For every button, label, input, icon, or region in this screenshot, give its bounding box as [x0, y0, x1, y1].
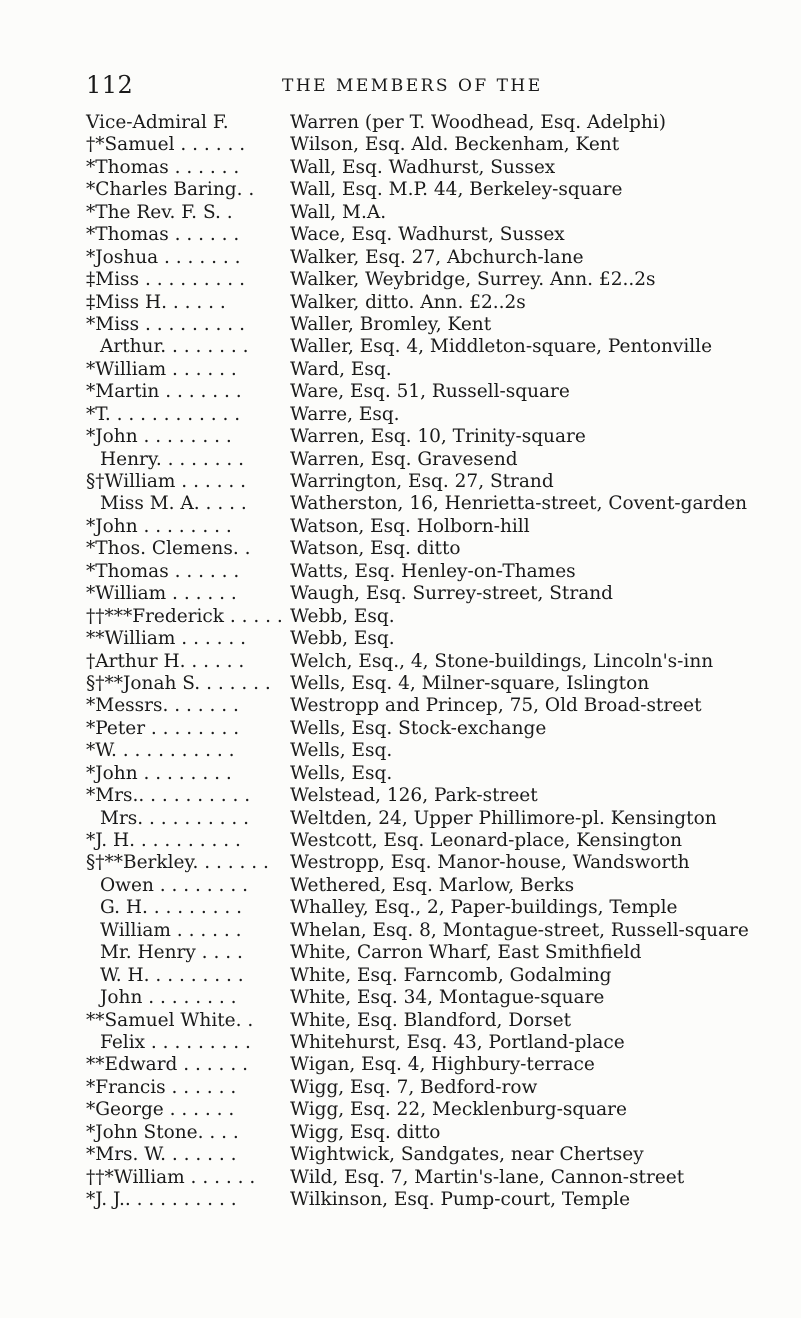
member-entry — [0, 987, 801, 1009]
member-entry — [0, 628, 801, 650]
member-given-name: G. H. . . . . . . . . — [100, 897, 242, 919]
member-surname-address: Wells, Esq. — [290, 762, 393, 784]
member-given-name: *T. . . . . . . . . . . . — [86, 403, 241, 425]
member-surname-address: Wall, Esq. Wadhurst, Sussex — [290, 156, 556, 178]
member-given-name: §†**Berkley. . . . . . . — [86, 852, 269, 874]
member-entry — [0, 247, 801, 269]
member-entry — [0, 808, 801, 830]
member-given-name: **William . . . . . . — [86, 628, 246, 650]
member-entry — [0, 314, 801, 336]
member-entry — [0, 718, 801, 740]
member-given-name: *Francis . . . . . . — [86, 1076, 237, 1098]
member-surname-address: Wigg, Esq. 22, Mecklenburg-square — [290, 1099, 627, 1121]
member-surname-address: Westropp, Esq. Manor-house, Wandsworth — [290, 852, 690, 874]
member-entry — [0, 493, 801, 515]
member-surname-address: Whelan, Esq. 8, Montague-street, Russell-square — [290, 919, 749, 941]
member-list — [0, 112, 801, 1211]
member-given-name: *William . . . . . . — [86, 358, 237, 380]
member-surname-address: Warre, Esq. — [290, 403, 400, 425]
member-surname-address: Warren (per T. Woodhead, Esq. Adelphi) — [290, 112, 666, 133]
member-given-name: John . . . . . . . . — [100, 987, 237, 1009]
member-given-name: *Messrs. . . . . . . — [86, 695, 239, 717]
member-given-name: Mr. Henry . . . . — [100, 942, 243, 964]
member-surname-address: Wethered, Esq. Marlow, Berks — [290, 874, 575, 896]
member-entry — [0, 157, 801, 179]
member-surname-address: Warren, Esq. 10, Trinity-square — [290, 426, 586, 448]
member-surname-address: Wild, Esq. 7, Martin's-lane, Cannon-street — [290, 1166, 685, 1188]
member-given-name: *J. H. . . . . . . . . . — [86, 830, 241, 851]
member-surname-address: Watherston, 16, Henrietta-street, Covent-garden — [290, 493, 748, 515]
member-entry — [0, 695, 801, 717]
member-entry — [0, 1054, 801, 1076]
member-given-name: *Thos. Clemens. . — [86, 538, 251, 560]
page-header — [0, 71, 801, 101]
member-surname-address: Westropp and Princep, 75, Old Broad-street — [290, 695, 702, 717]
member-entry — [0, 606, 801, 628]
member-entry — [0, 763, 801, 785]
member-given-name: Vice-Admiral F. — [86, 112, 229, 133]
member-entry — [0, 336, 801, 358]
member-surname-address: Walker, ditto. Ann. £2..2s — [290, 291, 526, 313]
member-given-name: *Thomas . . . . . . — [86, 156, 240, 178]
member-entry — [0, 516, 801, 538]
member-given-name: *Mrs. W. . . . . . . — [86, 1144, 237, 1166]
member-surname-address: White, Esq. Farncomb, Godalming — [290, 964, 612, 986]
member-entry — [0, 583, 801, 605]
member-surname-address: Whitehurst, Esq. 43, Portland-place — [290, 1031, 625, 1053]
member-entry — [0, 1167, 801, 1189]
member-surname-address: Wilson, Esq. Ald. Beckenham, Kent — [290, 134, 620, 156]
member-surname-address: Waller, Bromley, Kent — [290, 313, 492, 335]
member-surname-address: Wells, Esq. — [290, 740, 393, 762]
member-surname-address: White, Carron Wharf, East Smithfield — [290, 942, 642, 964]
member-given-name: *Charles Baring. . — [86, 179, 255, 201]
member-given-name: §†**Jonah S. . . . . . . — [86, 672, 271, 694]
member-surname-address: Wace, Esq. Wadhurst, Sussex — [290, 224, 565, 246]
member-entry — [0, 359, 801, 381]
member-surname-address: Walker, Esq. 27, Abchurch-lane — [290, 246, 584, 268]
member-entry — [0, 875, 801, 897]
member-surname-address: Waller, Esq. 4, Middleton-square, Pentonville — [290, 336, 713, 358]
page-number: 112 — [86, 71, 134, 99]
member-given-name: *George . . . . . . — [86, 1099, 235, 1121]
member-surname-address: Ware, Esq. 51, Russell-square — [290, 381, 570, 403]
member-entry — [0, 134, 801, 156]
member-entry — [0, 942, 801, 964]
member-surname-address: Whalley, Esq., 2, Paper-buildings, Temple — [290, 897, 678, 919]
member-given-name: Miss M. A. . . . . — [100, 493, 247, 515]
member-entry — [0, 112, 801, 134]
member-entry — [0, 269, 801, 291]
member-entry — [0, 381, 801, 403]
member-given-name: ‡Miss H. . . . . . — [86, 291, 226, 313]
member-entry — [0, 785, 801, 807]
member-given-name: Henry. . . . . . . . — [100, 448, 245, 470]
member-given-name: †Arthur H. . . . . . — [86, 650, 245, 672]
member-given-name: **Edward . . . . . . — [86, 1054, 248, 1076]
member-given-name: Arthur. . . . . . . . — [100, 336, 249, 358]
member-entry — [0, 426, 801, 448]
member-surname-address: Welch, Esq., 4, Stone-buildings, Lincoln's-inn — [290, 650, 714, 672]
member-entry — [0, 965, 801, 987]
member-surname-address: Walker, Weybridge, Surrey. Ann. £2..2s — [290, 269, 656, 291]
member-given-name: *The Rev. F. S. . — [86, 201, 233, 223]
member-entry — [0, 224, 801, 246]
member-entry — [0, 404, 801, 426]
member-entry — [0, 179, 801, 201]
member-surname-address: Warren, Esq. Gravesend — [290, 448, 518, 470]
member-given-name: William . . . . . . — [100, 919, 242, 941]
member-entry — [0, 1144, 801, 1166]
member-entry — [0, 830, 801, 852]
member-entry — [0, 740, 801, 762]
member-given-name: *Martin . . . . . . . — [86, 381, 242, 403]
member-given-name: *J. J.. . . . . . . . . . — [86, 1189, 237, 1210]
member-surname-address: Webb, Esq. — [290, 605, 395, 627]
member-surname-address: Warrington, Esq. 27, Strand — [290, 471, 554, 492]
member-surname-address: Ward, Esq. — [290, 358, 392, 380]
member-surname-address: Wigg, Esq. 7, Bedford-row — [290, 1076, 538, 1098]
member-given-name: *William . . . . . . — [86, 583, 237, 605]
member-entry — [0, 920, 801, 942]
member-surname-address: Wightwick, Sandgates, near Chertsey — [290, 1144, 644, 1166]
running-head: THE MEMBERS OF THE — [282, 76, 543, 96]
member-entry — [0, 1032, 801, 1054]
member-given-name: *Thomas . . . . . . — [86, 560, 240, 582]
member-surname-address: Watson, Esq. ditto — [290, 538, 461, 560]
member-given-name: §†William . . . . . . — [86, 471, 246, 492]
member-given-name: ‡Miss . . . . . . . . . — [86, 269, 245, 291]
member-entry — [0, 651, 801, 673]
member-given-name: *Thomas . . . . . . — [86, 224, 240, 246]
member-entry — [0, 1099, 801, 1121]
member-entry — [0, 1010, 801, 1032]
member-surname-address: Wigan, Esq. 4, Highbury-terrace — [290, 1054, 595, 1076]
member-surname-address: Wells, Esq. 4, Milner-square, Islington — [290, 672, 650, 694]
member-given-name: Felix . . . . . . . . . — [100, 1031, 251, 1053]
member-entry — [0, 202, 801, 224]
member-surname-address: Webb, Esq. — [290, 628, 395, 650]
member-surname-address: Waugh, Esq. Surrey-street, Strand — [290, 583, 614, 605]
member-surname-address: Wigg, Esq. ditto — [290, 1121, 441, 1143]
member-given-name: *John . . . . . . . . — [86, 762, 232, 784]
member-given-name: ††***Frederick . . . . . — [86, 605, 283, 627]
member-surname-address: White, Esq. Blandford, Dorset — [290, 1009, 572, 1031]
member-given-name: Owen . . . . . . . . — [100, 874, 248, 896]
member-entry — [0, 673, 801, 695]
member-given-name: W. H. . . . . . . . . — [100, 964, 244, 986]
member-entry — [0, 1122, 801, 1144]
member-surname-address: Wilkinson, Esq. Pump-court, Temple — [290, 1189, 631, 1210]
member-entry — [0, 1077, 801, 1099]
member-given-name: *Miss . . . . . . . . . — [86, 313, 245, 335]
member-given-name: *John Stone. . . . — [86, 1121, 239, 1143]
member-given-name: *John . . . . . . . . — [86, 426, 232, 448]
member-given-name: Mrs. . . . . . . . . . — [100, 807, 250, 829]
member-given-name: *W. . . . . . . . . . . — [86, 740, 235, 762]
member-surname-address: Wall, M.A. — [290, 201, 387, 223]
member-entry — [0, 897, 801, 919]
member-surname-address: Westcott, Esq. Leonard-place, Kensington — [290, 830, 683, 851]
member-entry — [0, 561, 801, 583]
member-surname-address: White, Esq. 34, Montague-square — [290, 987, 605, 1009]
member-entry — [0, 449, 801, 471]
member-entry — [0, 1189, 801, 1211]
member-given-name: *Peter . . . . . . . . — [86, 717, 240, 739]
member-surname-address: Wall, Esq. M.P. 44, Berkeley-square — [290, 179, 623, 201]
member-entry — [0, 471, 801, 493]
member-surname-address: Weltden, 24, Upper Phillimore-pl. Kensington — [290, 807, 717, 829]
member-surname-address: Watts, Esq. Henley-on-Thames — [290, 560, 576, 582]
member-given-name: *Mrs.. . . . . . . . . . — [86, 785, 251, 807]
member-given-name: *John . . . . . . . . — [86, 515, 232, 537]
member-given-name: **Samuel White. . — [86, 1009, 254, 1031]
member-entry — [0, 852, 801, 874]
member-entry — [0, 292, 801, 314]
member-given-name: †*Samuel . . . . . . — [86, 134, 246, 156]
member-surname-address: Welstead, 126, Park-street — [290, 785, 538, 807]
member-surname-address: Watson, Esq. Holborn-hill — [290, 515, 530, 537]
member-given-name: ††*William . . . . . . — [86, 1166, 256, 1188]
member-entry — [0, 538, 801, 560]
member-given-name: *Joshua . . . . . . . — [86, 246, 241, 268]
member-surname-address: Wells, Esq. Stock-exchange — [290, 717, 547, 739]
